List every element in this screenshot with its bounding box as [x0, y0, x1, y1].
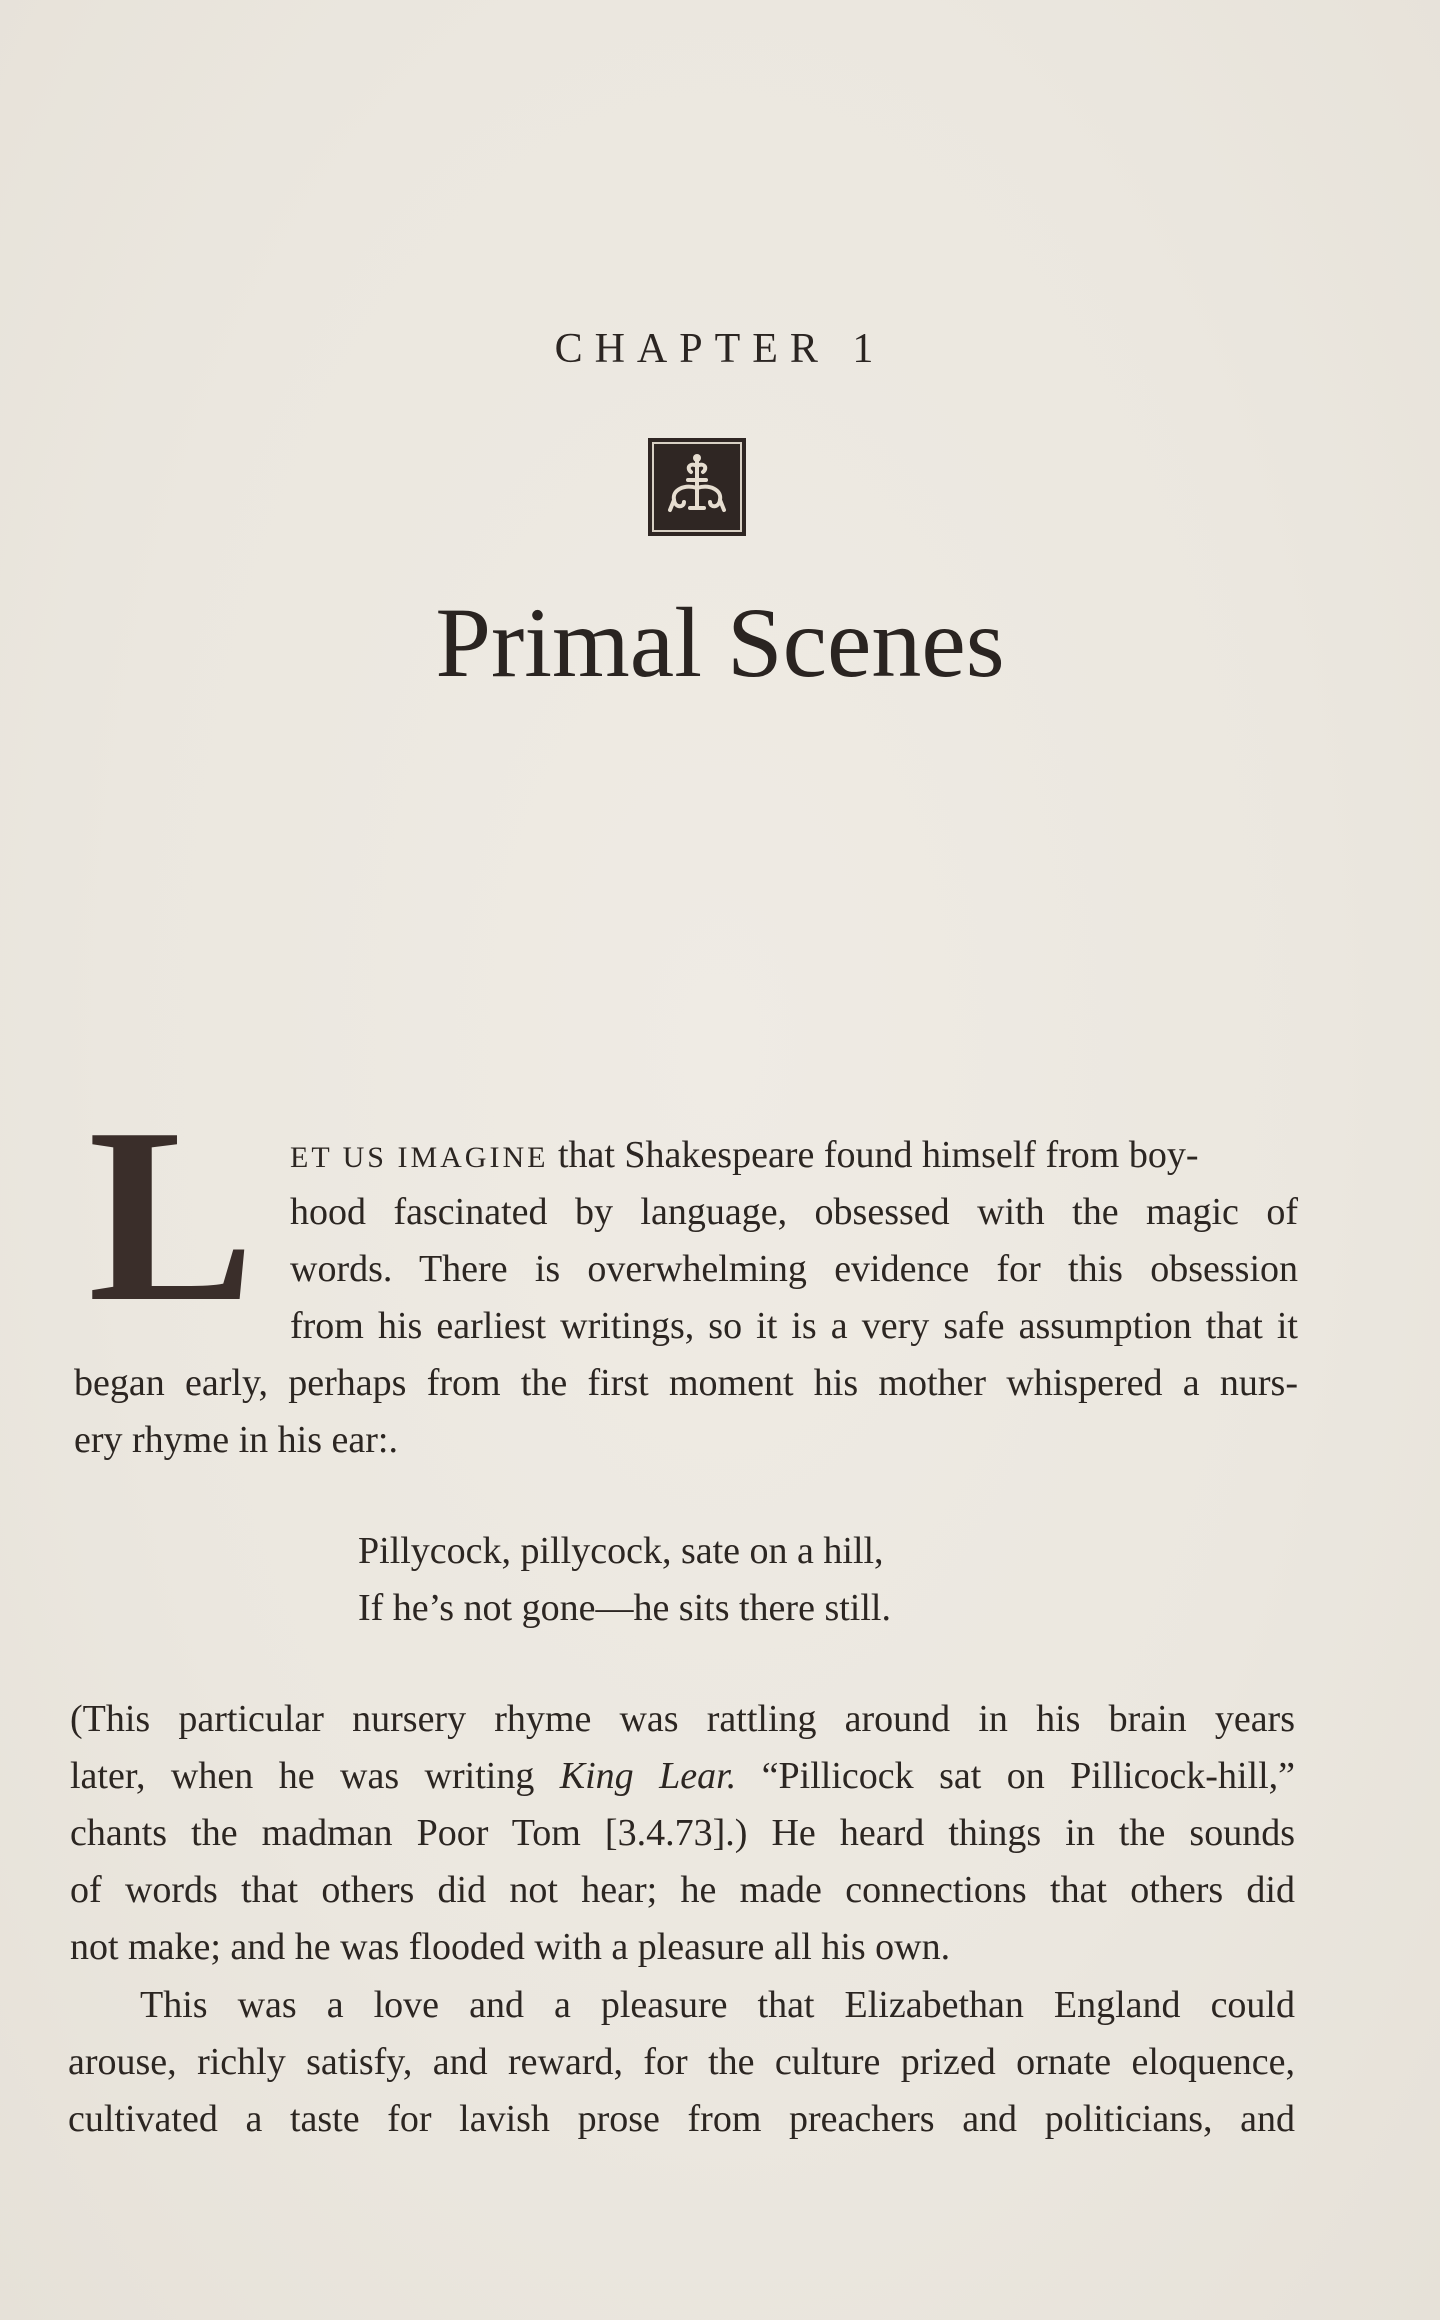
paragraph-2-line-4: of words that others did not hear; he made connections that others did: [70, 1869, 1295, 1911]
opening-line-5: began early, perhaps from the first moment his mother whispered a nurs-: [74, 1362, 1298, 1404]
chapter-label: CHAPTER 1: [554, 326, 886, 372]
paragraph-2-line-2-b: “Pillicock sat on Pillicock-hill,”: [736, 1755, 1295, 1797]
opening-line-6: ery rhyme in his ear:.: [74, 1419, 398, 1461]
paragraph-2-line-2-a: later, when he was writing: [70, 1755, 560, 1797]
paragraph-2-line-3: chants the madman Poor Tom [3.4.73].) He heard things in the sounds: [70, 1812, 1295, 1854]
italic-title-king-lear: King Lear.: [559, 1755, 737, 1797]
small-caps-opening: ET US IMAGINE: [290, 1141, 549, 1174]
fleur-ornament-icon: [648, 438, 746, 536]
verse-line-1: Pillycock, pillycock, sate on a hill,: [358, 1530, 884, 1572]
paragraph-2-line-2: [70, 1757, 1295, 1795]
opening-line-4: from his earliest writings, so it is a very safe assumption that it: [290, 1305, 1298, 1347]
paragraph-3-line-3: cultivated a taste for lavish prose from preachers and politicians, and: [68, 2098, 1295, 2140]
opening-line-2: hood fascinated by language, obsessed with the magic of: [290, 1191, 1298, 1233]
drop-cap-letter: L: [88, 1077, 255, 1354]
paragraph-3-line-2: arouse, richly satisfy, and reward, for the culture prized ornate eloquence,: [68, 2041, 1295, 2083]
body-line: [290, 1136, 1198, 1174]
paragraph-2-line-1: (This particular nursery rhyme was rattling around in his brain years: [70, 1698, 1295, 1740]
opening-line-1-rest: that Shakespeare found himself from boy-: [548, 1134, 1199, 1176]
paragraph-3-line-1: This was a love and a pleasure that Elizabethan England could: [140, 1984, 1295, 2026]
opening-line-3: words. There is overwhelming evidence for this obsession: [290, 1248, 1298, 1290]
chapter-title: Primal Scenes: [435, 587, 1005, 698]
paragraph-2-line-5: not make; and he was flooded with a pleasure all his own.: [70, 1926, 951, 1968]
verse-line-2: If he’s not gone—he sits there still.: [358, 1587, 891, 1629]
